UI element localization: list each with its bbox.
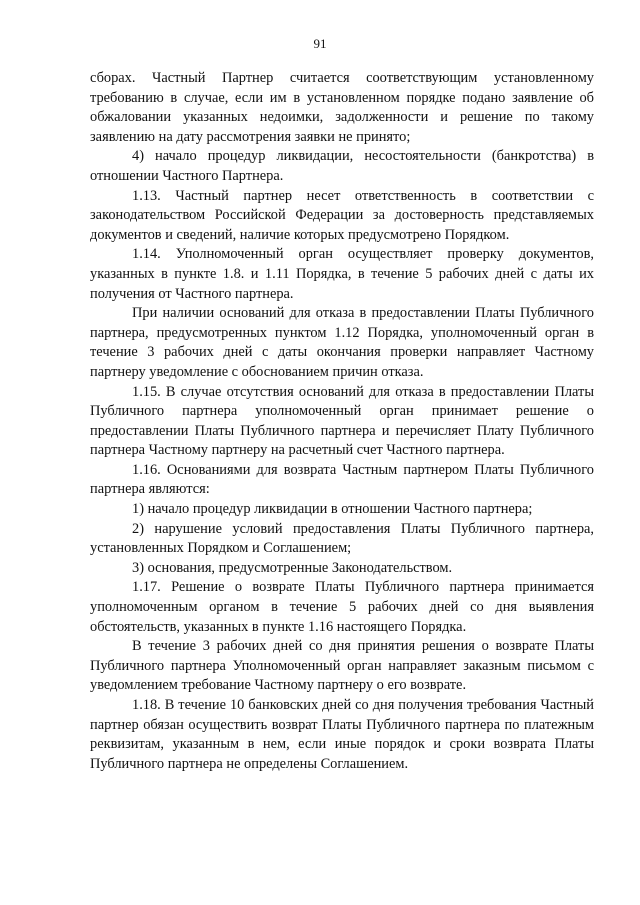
paragraph-1-15: 1.15. В случае отсутствия оснований для отказа в предоставлении Платы Публичного партнера уполномоченный орган принимает решение о предоставлении Платы Публичного партнера и перечисляет Плату Публичного партнера Частному партнеру на расчетный счет Частного партнера. xyxy=(90,383,594,459)
paragraph-1-13: 1.13. Частный партнер несет ответственность в соответствии с законодательством Российской Федерации за достоверность представляемых документов и сведений, наличие которых предусмотрено Порядком. xyxy=(90,187,594,243)
paragraph-1-17: 1.17. Решение о возврате Платы Публичного партнера принимается уполномоченным органом в течение 5 рабочих дней со дня выявления обстоятельств, указанных в пункте 1.16 настоящего Порядка. xyxy=(90,579,594,635)
paragraph-refusal: При наличии оснований для отказа в предоставлении Платы Публичного партнера, предусмотренных пунктом 1.12 Порядка, уполномоченный орган в течение 3 рабочих дней с даты окончания проверки направляет Частному партнеру уведомление с обоснованием причин отказа. xyxy=(90,305,594,380)
paragraph-1-16-item-3: 3) основания, предусмотренные Законодательством. xyxy=(132,559,453,576)
paragraph-return-notice: В течение 3 рабочих дней со дня принятия решения о возврате Платы Публичного партнера Уполномоченный орган направляет заказным письмом с уведомлением требование Частному партнеру о его возврате. xyxy=(90,638,594,694)
paragraph-1-16-item-1: 1) начало процедур ликвидации в отношении Частного партнера; xyxy=(132,501,533,518)
paragraph-1-18: 1.18. В течение 10 банковских дней со дня получения требования Частный партнер обязан осуществить возврат Платы Публичного партнера по платежным реквизитам, указанным в нем, если иные порядок и сроки возврата Платы Публичного партнера не определены Соглашением. xyxy=(90,697,594,772)
paragraph-continuation: сборах. Частный Партнер считается соответствующим установленному требованию в случае, если им в установленном порядке подано заявление об обжаловании указанных недоимки, задолженности и решение по такому заявлению на дату рассмотрения заявки не принято; xyxy=(90,70,594,145)
document-body xyxy=(90,69,594,774)
paragraph-1-16-item-2: 2) нарушение условий предоставления Платы Публичного партнера, установленных Порядком и Соглашением; xyxy=(90,520,594,557)
paragraph-item-4: 4) начало процедур ликвидации, несостоятельности (банкротства) в отношении Частного Партнера. xyxy=(90,148,594,184)
page-number: 91 xyxy=(313,36,327,51)
paragraph-1-14: 1.14. Уполномоченный орган осуществляет проверку документов, указанных в пункте 1.8. и 1.11 Порядка, в течение 5 рабочих дней с даты их получения от Частного партнера. xyxy=(90,246,594,302)
paragraph-1-16: 1.16. Основаниями для возврата Частным партнером Платы Публичного партнера являются: xyxy=(90,461,594,498)
